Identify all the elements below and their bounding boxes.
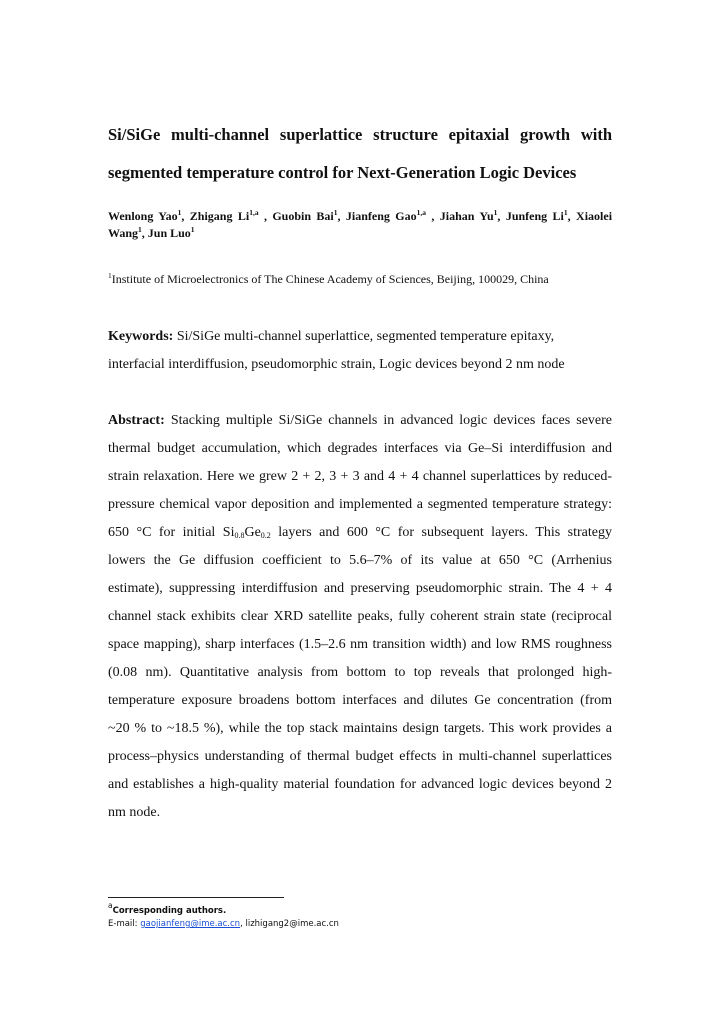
email-line (108, 918, 612, 931)
keywords (108, 323, 612, 379)
abstract-line: lowers the Ge diffusion coefficient to 5.6–7% of its value at 650 °C (Arrhenius (108, 553, 612, 568)
abstract-line: ~20 % to ~18.5 %), while the top stack maintains design targets. This work provides a (108, 721, 612, 736)
abstract-line: channel stack exhibits clear XRD satellite peaks, fully coherent strain state (reciprocal (108, 609, 612, 624)
abstract-line: (0.08 nm). Quantitative analysis from bottom to top reveals that prolonged high- (108, 665, 612, 680)
abstract-line: 650 °C for initial $Si_{0.8}Ge_{0.2}$ layers and 600 °C for subsequent layers. This strategy (108, 525, 612, 540)
footnote-rule (108, 897, 284, 898)
email-label: E-mail: (108, 919, 141, 929)
keywords-line-2: interfacial interdiffusion, pseudomorphic strain, Logic devices beyond 2 nm node (108, 357, 565, 372)
abstract-line: and establishes a high-quality material foundation for advanced logic devices beyond 2 (108, 777, 612, 792)
author: Jiahan Yu$^1$, (439, 208, 506, 223)
author: Junfeng Li$^1$, (505, 208, 577, 223)
abstract-line: thermal budget accumulation, which degrades interfaces via Ge–Si interdiffusion and (108, 441, 612, 456)
affiliation-marker: 1 (108, 271, 112, 280)
footnote (108, 901, 612, 931)
keywords-line-1: Si/SiGe multi-channel superlattice, segmented temperature epitaxy, (173, 329, 555, 344)
abstract-line: Abstract: Stacking multiple Si/SiGe channels in advanced logic devices faces severe (108, 413, 612, 428)
author: Wenlong Yao$^1$, (108, 208, 190, 223)
keywords-label: Keywords: (108, 329, 174, 344)
email-separator: , (240, 919, 246, 929)
email-link-gao[interactable]: gaojianfeng@ime.ac.cn (140, 919, 241, 929)
title-line-2: segmented temperature control for Next-Generation Logic Devices (108, 163, 577, 182)
author-list (108, 208, 612, 242)
abstract-line: space mapping), sharp interfaces (1.5–2.6 nm transition width) and low RMS roughness (108, 637, 612, 652)
title-line-1: Si/SiGe multi-channel superlattice structure epitaxial growth with (108, 125, 612, 144)
author: Jianfeng Gao$^{1,a}$ , (345, 208, 440, 223)
abstract-line: estimate), suppressing interdiffusion and preserving pseudomorphic strain. The 4 + 4 (108, 581, 612, 596)
abstract-line: temperature exposure broadens bottom interfaces and dilutes Ge concentration (from (108, 693, 612, 708)
paper-title (108, 116, 612, 192)
corresponding-label: Corresponding authors. (112, 906, 227, 916)
abstract-line: process–physics understanding of thermal budget effects in multi-channel superlattices (108, 749, 612, 764)
author: Jun Luo$^1$ (147, 225, 195, 240)
footnote-marker: a (108, 901, 113, 910)
author: Xiaolei Wang$^1$, (108, 209, 613, 240)
abstract-line: pressure chemical vapor deposition and implemented a segmented temperature strategy: (108, 497, 612, 512)
affiliation-text: Institute of Microelectronics of The Chinese Academy of Sciences, Beijing, 100029, China (111, 272, 549, 286)
corresponding-note (108, 901, 612, 918)
email-li: lizhigang2@ime.ac.cn (245, 919, 339, 929)
affiliation (108, 271, 612, 287)
author: Guobin Bai$^1$, (272, 208, 346, 223)
abstract-line: nm node. (108, 805, 161, 820)
author: Zhigang Li$^{1,a}$ , (189, 208, 273, 223)
abstract-line: strain relaxation. Here we grew 2 + 2, 3 + 3 and 4 + 4 channel superlattices by reduced- (108, 469, 612, 484)
abstract-label: Abstract: (108, 413, 165, 428)
abstract (108, 407, 612, 827)
